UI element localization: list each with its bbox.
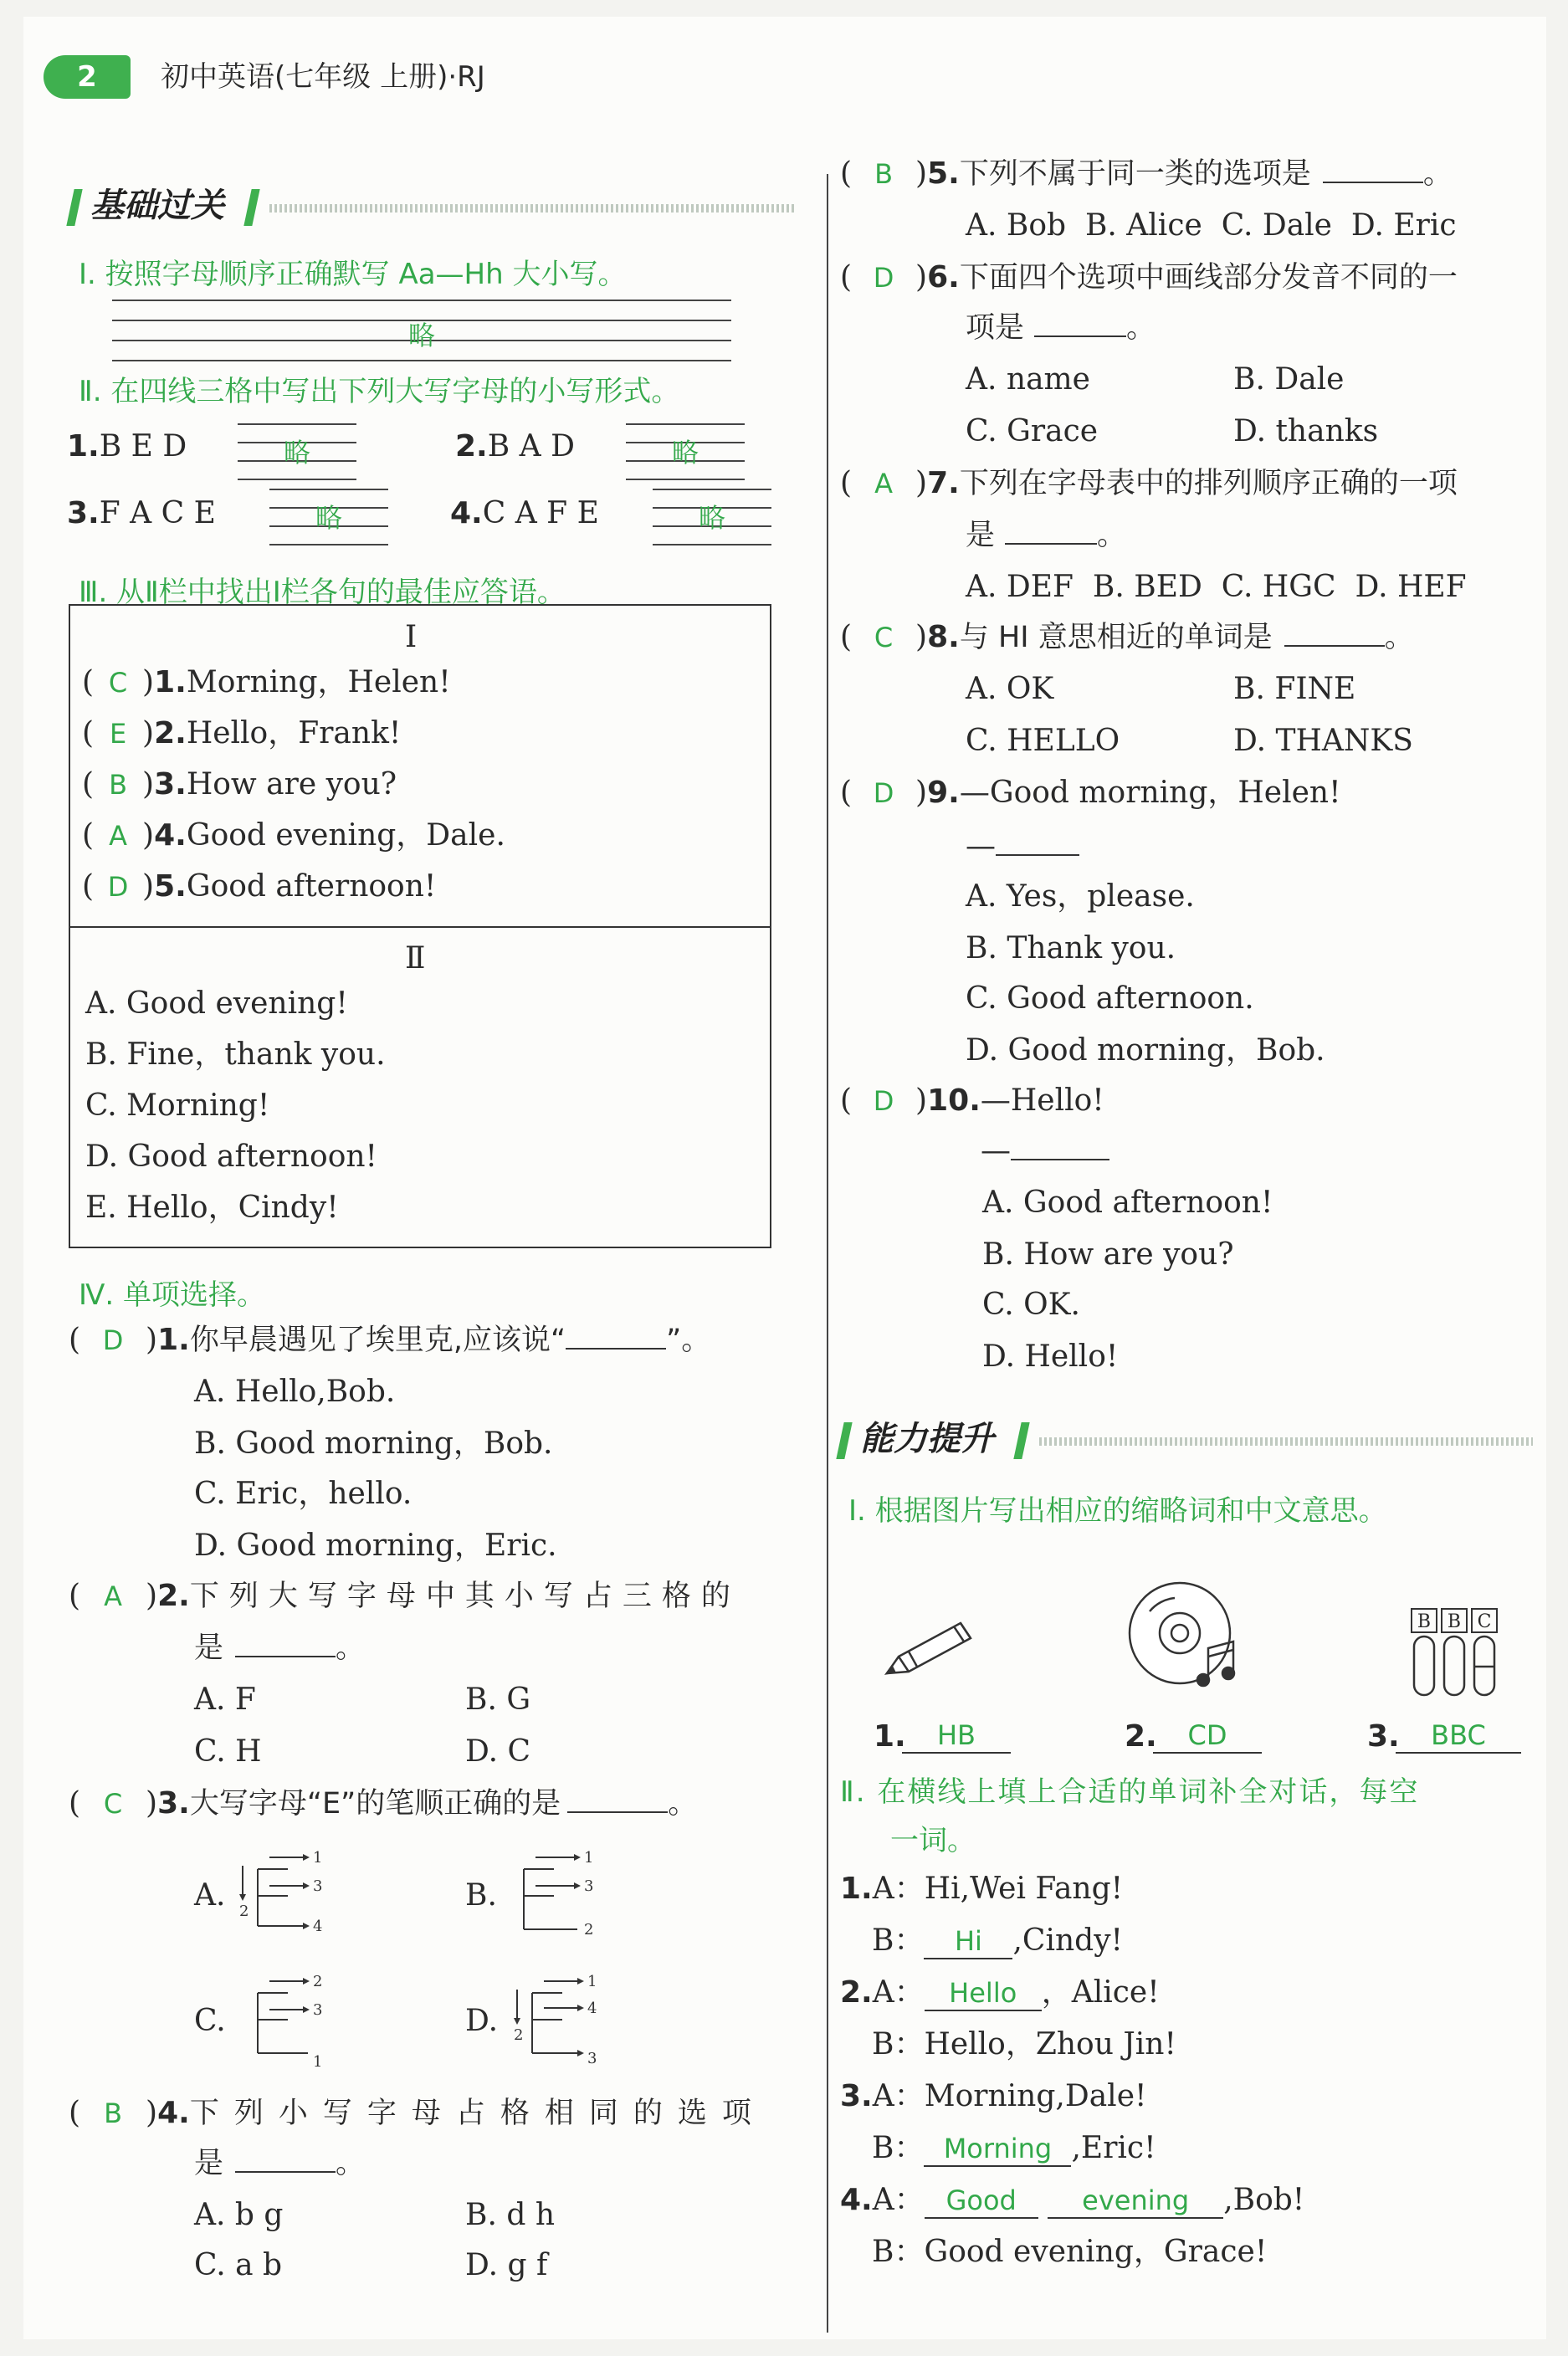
q1-option-d: D. Good morning，Eric. <box>194 1529 557 1563</box>
dialog3-b: B： Morning ,Eric! <box>872 2131 1156 2165</box>
q4-line2: 是 。 <box>194 2147 366 2180</box>
q5-options: A. Bob B. Alice C. Dale D. Eric <box>966 208 1457 243</box>
q9: ( D )9.—Good morning，Helen! <box>840 776 1341 810</box>
q7-options: A. DEF B. BED C. HGC D. HEF <box>966 570 1467 604</box>
stroke-diagram-c <box>233 1969 341 2078</box>
q6-option-a: A. name <box>966 362 1090 397</box>
q8-answer: C <box>874 622 894 653</box>
stroke-a-1: 1 <box>313 1849 323 1867</box>
part2-lines-2: 略 <box>626 423 745 480</box>
q1-option-c: C. Eric，hello. <box>194 1477 412 1511</box>
q6-option-c: C. Grace <box>966 414 1099 448</box>
part2-lines-3: 略 <box>269 489 388 545</box>
q7: ( A )7.下列在字母表中的排列顺序正确的一项 <box>840 466 1458 500</box>
ability2-title-line2: 一词。 <box>890 1824 976 1857</box>
q8: ( C )8.与 HI 意思相近的单词是 。 <box>840 620 1414 654</box>
stroke-d-3: 3 <box>587 2050 597 2067</box>
q4-option-c: C. a b <box>194 2248 283 2282</box>
stroke-c-3: 3 <box>313 2001 323 2019</box>
q6-option-b: B. Dale <box>1233 362 1345 397</box>
dialog4-b: B：Good evening，Grace! <box>872 2235 1268 2269</box>
part3-table <box>69 604 771 1248</box>
stroke-d-1: 1 <box>587 1973 597 1990</box>
page-header-title: 初中英语(七年级 上册)·RJ <box>161 60 485 94</box>
q2-answer: A <box>104 1580 122 1612</box>
q1-option-a: A. Hello,Bob. <box>194 1375 396 1409</box>
part2-item-4: 4.C A F E <box>450 496 599 530</box>
stroke-d-4: 4 <box>587 2000 597 2017</box>
dialog3-a: 3.A：Morning,Dale! <box>840 2079 1147 2113</box>
stroke-d-2: 2 <box>514 2026 524 2044</box>
part3-question-4: ( A )4.Good evening，Dale. <box>82 818 505 853</box>
pencil-icon <box>884 1620 984 1687</box>
stroke-b-3: 3 <box>584 1877 594 1895</box>
q10: ( D )10.—Hello! <box>840 1083 1104 1118</box>
stroke-a-2: 2 <box>239 1903 249 1920</box>
dialog1-a: 1.A：Hi,Wei Fang! <box>840 1872 1124 1906</box>
q10-option-d: D. Hello! <box>982 1339 1119 1374</box>
q7-line2: 是 。 <box>966 519 1127 552</box>
q4-option-d: D. g f <box>465 2248 548 2282</box>
q2: ( A )2.下列大写字母中其小写占三格的 <box>69 1579 740 1613</box>
ability1-item-3-num: 3. <box>1367 1719 1400 1754</box>
part3-question-3: ( B )3.How are you? <box>82 767 397 802</box>
dialog4-a-answer-1: Good <box>925 2184 1038 2219</box>
q8-option-c: C. HELLO <box>966 724 1120 758</box>
page-number-badge: 2 <box>44 55 131 99</box>
stroke-c-1: 1 <box>313 2053 323 2071</box>
q4-option-a: A. b g <box>194 2198 284 2232</box>
q8-option-a: A. OK <box>966 672 1054 706</box>
part3-option-2: B. Fine，thank you. <box>85 1037 386 1072</box>
part2-item-3: 3.F A C E <box>67 496 216 530</box>
ability1-item-2-num: 2. <box>1125 1719 1157 1754</box>
column-1-header: Ⅰ <box>405 620 418 654</box>
q10-option-c: C. OK. <box>982 1288 1080 1322</box>
part1-writing-lines <box>112 300 731 363</box>
column-divider <box>827 174 828 2333</box>
q1: ( D )1.你早晨遇见了埃里克,应该说“ ”。 <box>69 1323 711 1357</box>
part3-option-4: D. Good afternoon! <box>85 1140 378 1174</box>
q2-option-a: A. F <box>194 1682 256 1717</box>
q7-answer: A <box>874 468 893 499</box>
ability1-answer-3: BBC <box>1396 1718 1521 1754</box>
bbc-letter-box: B <box>1441 1608 1468 1633</box>
q5: ( B )5.下列不属于同一类的选项是 。 <box>840 156 1453 191</box>
dialog1-b: B： Hi ,Cindy! <box>872 1923 1124 1958</box>
part2-title: Ⅱ. 在四线三格中写出下列大写字母的小写形式。 <box>79 375 680 408</box>
part3-option-1: A. Good evening! <box>85 986 348 1021</box>
part1-title: Ⅰ. 按照字母顺序正确默写 Aa—Hh 大小写。 <box>79 258 627 291</box>
part3-title: Ⅲ. 从Ⅱ栏中找出Ⅰ栏各句的最佳应答语。 <box>79 576 566 609</box>
q9-option-c: C. Good afternoon. <box>966 981 1254 1016</box>
dialog2-b: B：Hello，Zhou Jin! <box>872 2027 1176 2062</box>
q6-answer: D <box>873 262 894 294</box>
ability1-answer-2: CD <box>1153 1718 1262 1754</box>
section-header-ability: 能力提升 <box>840 1417 1535 1461</box>
q3-answer: C <box>103 1788 123 1820</box>
bbc-icon <box>1411 1608 1511 1708</box>
part3-question-1: ( C )1.Morning，Helen! <box>82 665 451 699</box>
part3-answer-1: C <box>108 667 128 699</box>
q2-option-b: B. G <box>465 1682 531 1717</box>
stroke-b-1: 1 <box>584 1849 594 1867</box>
stroke-a-3: 3 <box>313 1877 323 1895</box>
part2-lines-1: 略 <box>238 423 356 480</box>
bbc-letter-box: C <box>1471 1608 1498 1633</box>
q4: ( B )4.下列小写字母占格相同的选项 <box>69 2096 766 2130</box>
q10-reply: — <box>981 1133 1109 1170</box>
q2-option-c: C. H <box>194 1734 262 1769</box>
q10-option-a: A. Good afternoon! <box>982 1186 1273 1220</box>
part1-answer: 略 <box>407 320 435 351</box>
dialog1-b-answer: Hi <box>924 1924 1012 1959</box>
q3-option-b-label: B. <box>465 1878 497 1913</box>
part2-item-1: 1.B E D <box>67 429 187 464</box>
part3-answer-4: A <box>109 820 127 852</box>
q6: ( D )6.下面四个选项中画线部分发音不同的一 <box>840 260 1458 294</box>
part2-lines-4: 略 <box>653 489 771 545</box>
q2-option-d: D. C <box>465 1734 531 1769</box>
ability2-title-line1: Ⅱ. 在横线上填上合适的单词补全对话，每空 <box>840 1775 1420 1809</box>
q3-option-a-label: A. <box>194 1878 226 1913</box>
q10-answer: D <box>873 1085 894 1117</box>
part3-answer-5: D <box>107 871 129 903</box>
q5-answer: B <box>874 158 894 190</box>
q9-option-b: B. Thank you. <box>966 931 1176 965</box>
q1-option-b: B. Good morning，Bob. <box>194 1426 553 1461</box>
q4-option-b: B. d h <box>465 2198 556 2232</box>
q8-option-d: D. THANKS <box>1233 724 1413 758</box>
q10-option-b: B. How are you? <box>982 1237 1234 1272</box>
ability1-answer-1: HB <box>902 1718 1011 1754</box>
stroke-c-2: 2 <box>313 1973 323 1990</box>
workbook-page <box>23 17 1546 2339</box>
stroke-diagram-d <box>507 1969 616 2078</box>
stroke-diagram-a <box>233 1846 333 1954</box>
part3-option-5: E. Hello，Cindy! <box>85 1191 339 1225</box>
dialog2-a: 2.A： Hello ，Alice! <box>840 1975 1160 2010</box>
part3-option-3: C. Morning! <box>85 1088 270 1123</box>
q6-option-d: D. thanks <box>1233 414 1379 448</box>
ability1-item-1-num: 1. <box>874 1719 906 1754</box>
q9-reply: — <box>966 828 1079 865</box>
q9-answer: D <box>873 777 894 809</box>
section-header-basic: 基础过关 <box>70 184 798 228</box>
part3-question-5: ( D )5.Good afternoon! <box>82 869 437 904</box>
part3-answer-3: B <box>109 769 128 801</box>
q6-line2: 项是 。 <box>966 311 1156 345</box>
part3-question-2: ( E )2.Hello，Frank! <box>82 716 402 750</box>
column-2-header: Ⅱ <box>405 941 426 976</box>
q4-answer: B <box>104 2097 123 2129</box>
dialog4-a: 4.A： Good evening ,Bob! <box>840 2183 1305 2217</box>
q1-answer: D <box>102 1324 124 1356</box>
q3-option-c-label: C. <box>194 2004 226 2038</box>
bbc-letter-box: B <box>1411 1608 1437 1633</box>
stroke-b-2: 2 <box>584 1921 594 1939</box>
q2-line2: 是 。 <box>194 1631 366 1665</box>
ability1-title: Ⅰ. 根据图片写出相应的缩略词和中文意思。 <box>848 1494 1387 1528</box>
part4-title: Ⅳ. 单项选择。 <box>79 1278 265 1312</box>
part2-item-2: 2.B A D <box>455 429 575 464</box>
stroke-a-4: 4 <box>313 1918 323 1935</box>
stroke-diagram-b <box>507 1846 616 1954</box>
q3-option-d-label: D. <box>465 2004 499 2038</box>
dialog4-a-answer-2: evening <box>1048 2184 1223 2219</box>
q8-option-b: B. FINE <box>1233 672 1356 706</box>
q3: ( C )3.大写字母“E”的笔顺正确的是 。 <box>69 1786 698 1821</box>
q9-option-a: A. Yes，please. <box>966 879 1195 914</box>
dialog3-b-answer: Morning <box>924 2132 1071 2167</box>
q9-option-d: D. Good morning，Bob. <box>966 1033 1325 1068</box>
dialog2-a-answer: Hello <box>925 1976 1042 2011</box>
part3-answer-2: E <box>109 718 127 750</box>
cd-icon <box>1125 1578 1250 1703</box>
